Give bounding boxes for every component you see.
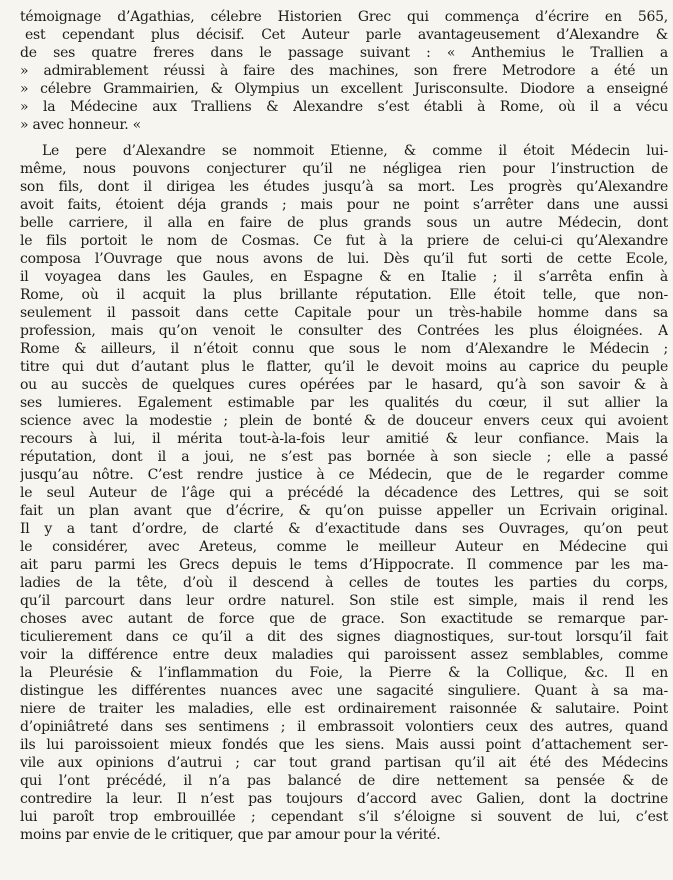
text-line: Rome & ailleurs, il n’étoit connu que sous le nom d’Alexandre le Médecin ; (20, 341, 668, 357)
text-line: jusqu’au nôtre. C’est rendre justice à ce Médecin, que de le regarder comme (20, 467, 668, 483)
text-line: de ses quatre freres dans le passage suivant : « Anthemius le Trallien a (20, 45, 668, 61)
text-line: le fils portoit le nom de Cosmas. Ce fut à la priere de celui-ci qu’Alexandre (20, 233, 668, 249)
text-line: » avec honneur. « (20, 117, 141, 133)
text-line: titre qui dut d’autant plus le flatter, qu’il le devoit moins au caprice du peuple (20, 359, 668, 375)
text-line: vile aux opinions d’autrui ; car tout grand partisan qu’il ait été des Médecins (20, 755, 668, 771)
text-line: ou au succès de quelques cures opérées par le hasard, qu’à son savoir & à (20, 377, 668, 393)
text-line: qui l’ont précédé, il n’a pas balancé de dire nettement sa pensée & de (20, 773, 668, 789)
text-line: Rome, où il acquit la plus brillante réputation. Elle étoit telle, que non- (20, 287, 668, 303)
text-line: voir la différence entre deux maladies qui paroissent assez semblables, comme (20, 647, 668, 663)
text-line: composa l’Ouvrage que nous avons de lui. Dès qu’il fut sorti de cette Ecole, (20, 251, 668, 267)
text-line: Le pere d’Alexandre se nommoit Etienne, & comme il étoit Médecin lui- (42, 143, 668, 159)
text-line: seulement il passoit dans cette Capitale pour un très-habile homme dans sa (20, 305, 668, 321)
text-line: belle carriere, il alla en faire de plus grands sous un autre Médecin, dont (20, 215, 668, 231)
text-line: son fils, dont il dirigea les études jusqu’à sa mort. Les progrès qu’Alexandre (20, 179, 668, 195)
text-line: profession, mais qu’on venoit le consulter des Contrées les plus éloignées. A (20, 323, 668, 339)
text-line: la Pleurésie & l’inflammation du Foie, la Pierre & la Collique, &c. Il en (20, 665, 668, 681)
text-line: ils lui paroissoient mieux fondés que les siens. Mais aussi point d’attachement ser- (20, 737, 668, 753)
text-line: ladies de la tête, d’où il descend à celles de toutes les parties du corps, (20, 575, 668, 591)
text-line: choses avec autant de force que de grace. Son exactitude se remarque par- (20, 611, 668, 627)
text-line: niere de traiter les maladies, elle est ordinairement raisonnée & salutaire. Point (20, 701, 668, 717)
text-line: le seul Auteur de l’âge qui a précédé la décadence des Lettres, qui se soit (20, 485, 668, 501)
text-line: le considérer, avec Areteus, comme le meilleur Auteur en Médecine qui (20, 539, 668, 555)
text-line: moins par envie de le critiquer, que par amour pour la vérité. (20, 827, 441, 843)
text-line: il voyagea dans les Gaules, en Espagne & en Italie ; il s’arrêta enfin à (20, 269, 668, 285)
text-line: contredire la leur. Il n’est pas toujours d’accord avec Galien, dont la doctrine (20, 791, 668, 807)
text-line: avoit faits, étoient déja grands ; mais pour ne point s’arrêter dans une aussi (20, 197, 668, 213)
text-line: ses lumieres. Egalement estimable par les qualités du cœur, il sut allier la (20, 395, 668, 411)
text-line: d’opiniâtreté dans ses sentimens ; il embrassoit volontiers ceux des autres, quand (20, 719, 668, 735)
page-text (20, 8, 668, 844)
text-line: » la Médecine aux Tralliens & Alexandre s’est établi à Rome, où il a vécu (20, 99, 668, 115)
text-line: qu’il parcourt dans leur ordre naturel. Son stile est simple, mais il rend les (20, 593, 668, 609)
text-line: même, nous pouvons conjecturer qu’il ne négligea rien pour l’instruction de (20, 161, 668, 177)
text-line: science avec la modestie ; plein de bonté & de douceur envers ceux qui avoient (20, 413, 668, 429)
text-line: recours à lui, il mérita tout-à-la-fois leur amitié & leur confiance. Mais la (20, 431, 668, 447)
text-line: réputation, dont il a joui, ne s’est pas bornée à son siecle ; elle a passé (20, 449, 668, 465)
text-line: Il y a tant d’ordre, de clarté & d’exactitude dans ses Ouvrages, qu’on peut (20, 521, 668, 537)
text-line: distingue les différentes nuances avec une sagacité singuliere. Quant à sa ma- (20, 683, 668, 699)
text-line: fait un plan avant que d’écrire, & qu’on puisse appeller un Ecrivain original. (20, 503, 668, 519)
text-line: ticulierement dans ce qu’il a dit des signes diagnostiques, sur-tout lorsqu’il fait (20, 629, 668, 645)
text-line: » célebre Grammairien, & Olympius un excellent Jurisconsulte. Diodore a enseigné (20, 81, 668, 97)
text-line: » admirablement réussi à faire des machines, son frere Metrodore a été un (20, 63, 668, 79)
text-line: est cependant plus décisif. Cet Auteur parle avantageusement d’Alexandre & (25, 27, 668, 43)
text-line: lui paroît trop embrouillée ; cependant s’il s’éloigne si souvent de lui, c’est (20, 809, 668, 825)
text-line: témoignage d’Agathias, célebre Historien Grec qui commença d’écrire en 565, (20, 9, 668, 25)
text-line: ait paru parmi les Grecs depuis le tems d’Hippocrate. Il commence par les ma- (20, 557, 668, 573)
